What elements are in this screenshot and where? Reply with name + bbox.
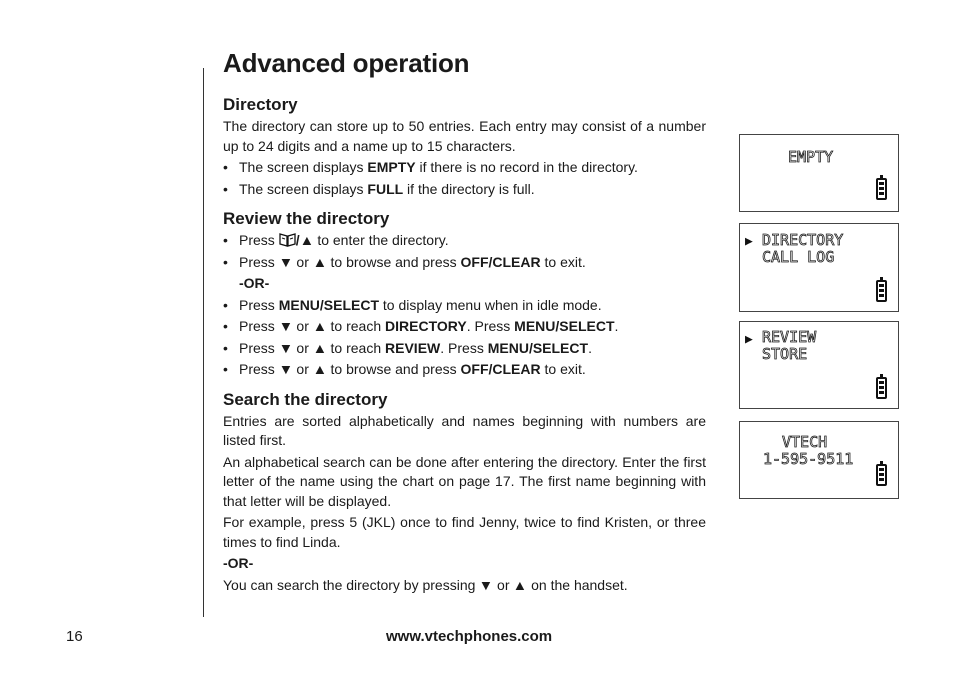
search-paragraph-2: An alphabetical search can be done after entering the directory. Enter the first letter of the name using the chart on page 17. The first name beginning with that letter will be displayed.: [223, 453, 706, 509]
text: or: [292, 339, 313, 356]
page-title: Advanced operation: [223, 48, 470, 78]
text-bold: FULL: [367, 180, 404, 197]
text: to display menu when in idle mode.: [379, 296, 602, 313]
search-paragraph-1: Entries are sorted alphabetically and names beginning with numbers are listed first.: [223, 412, 706, 448]
review-section: [223, 209, 706, 380]
text: to reach: [326, 339, 386, 356]
battery-icon: [876, 280, 887, 302]
pointer-icon: ▶: [745, 234, 753, 249]
bullet: •: [223, 253, 228, 270]
lcd-screen-entry: [739, 421, 899, 499]
down-arrow-icon: ▼: [278, 361, 293, 377]
bullet: •: [223, 159, 228, 175]
up-arrow-icon: ▲: [312, 339, 327, 356]
bullet: •: [223, 232, 228, 248]
bullet: •: [223, 180, 228, 197]
bullet: •: [223, 318, 228, 334]
text: . Press: [466, 318, 515, 334]
text: The screen displays: [239, 159, 368, 175]
lcd-line-1: EMPTY: [788, 148, 834, 166]
search-paragraph-3: For example, press 5 (JKL) once to find Jenny, twice to find Kristen, or three times to find Linda.: [223, 514, 706, 550]
text-bold: MENU/SELECT: [487, 339, 589, 356]
battery-icon: [876, 178, 887, 200]
directory-bullets: [223, 158, 706, 199]
text: or: [292, 253, 313, 270]
or-label: -OR-: [223, 555, 254, 571]
lcd-line-1: REVIEW: [762, 328, 817, 346]
text: or: [493, 576, 514, 593]
or-line: [223, 274, 706, 294]
text: Press: [239, 361, 279, 377]
lcd-screen-empty: [739, 134, 899, 212]
text: on the handset.: [527, 576, 628, 593]
directory-intro: The directory can store up to 50 entries. Each entry may consist of a number up to 24 digits and a name up to 15 characters.: [223, 118, 706, 154]
text: You can search the directory by pressing: [223, 576, 480, 593]
review-bullets: [223, 231, 706, 380]
up-arrow-icon: ▲: [312, 361, 327, 377]
battery-icon: [876, 464, 887, 486]
text: . Press: [440, 339, 488, 356]
text-bold: DIRECTORY: [385, 318, 467, 334]
search-section: [223, 390, 706, 596]
pointer-icon: ▶: [745, 332, 753, 347]
text: Press: [239, 318, 279, 334]
bullet: •: [223, 339, 228, 356]
search-heading: Search the directory: [223, 389, 388, 409]
text: if the directory is full.: [403, 180, 535, 197]
page-number: 16: [66, 628, 83, 645]
text-bold: REVIEW: [385, 339, 441, 356]
website-link[interactable]: www.vtechphones.com: [386, 628, 553, 645]
text: to reach: [326, 318, 386, 334]
down-arrow-icon: ▼: [278, 318, 293, 334]
text-bold: MENU/SELECT: [278, 296, 380, 313]
text-bold: MENU/SELECT: [514, 318, 615, 334]
text: to enter the directory.: [313, 232, 449, 248]
lcd-line-2: CALL LOG: [762, 248, 835, 266]
down-arrow-icon: ▼: [278, 339, 293, 356]
bullet: •: [223, 296, 228, 313]
directory-book-icon: [279, 232, 296, 247]
battery-icon: [876, 377, 887, 399]
lcd-screen-directory-menu: [739, 223, 899, 312]
up-arrow-icon: ▲: [312, 253, 327, 270]
text-bold: EMPTY: [367, 159, 416, 175]
lcd-line-1: DIRECTORY: [762, 231, 844, 249]
text: The screen displays: [239, 180, 368, 197]
directory-heading: Directory: [223, 95, 298, 114]
list-item: [223, 253, 706, 273]
slash: /: [295, 232, 300, 248]
vertical-rule: [203, 68, 204, 617]
text: Press: [239, 296, 279, 313]
text-bold: OFF/CLEAR: [460, 361, 541, 377]
text: or: [292, 318, 313, 334]
text: to browse and press: [326, 361, 461, 377]
list-item: [223, 317, 706, 337]
lcd-screen-review-menu: [739, 321, 899, 409]
search-paragraph-4: [223, 576, 706, 596]
text: or: [292, 361, 313, 377]
text: to exit.: [540, 253, 586, 270]
text: to exit.: [540, 361, 586, 377]
main-content: [223, 48, 706, 597]
down-arrow-icon: ▼: [278, 253, 293, 270]
or-label: -OR-: [239, 275, 270, 291]
text: Press: [239, 253, 279, 270]
list-item: [223, 339, 706, 359]
up-arrow-icon: ▲: [312, 318, 327, 334]
text: Press: [239, 232, 279, 248]
text: .: [588, 339, 592, 356]
text: .: [614, 318, 619, 334]
text-bold: OFF/CLEAR: [460, 253, 541, 270]
list-item: [223, 158, 706, 178]
review-heading: Review the directory: [223, 209, 390, 228]
bullet: •: [223, 361, 228, 377]
list-item: [223, 180, 706, 200]
up-arrow-icon: ▲: [513, 576, 528, 593]
list-item: [223, 231, 706, 251]
text: to browse and press: [326, 253, 461, 270]
lcd-line-2: 1-595-9511: [763, 450, 854, 468]
up-arrow-icon: ▲: [299, 232, 314, 248]
lcd-line-2: STORE: [762, 345, 808, 363]
directory-section: [223, 95, 706, 199]
list-item: [223, 360, 706, 380]
text: Press: [239, 339, 279, 356]
list-item: [223, 296, 706, 316]
down-arrow-icon: ▼: [478, 576, 494, 593]
text: if there is no record in the directory.: [415, 159, 638, 175]
lcd-line-1: VTECH: [782, 433, 828, 451]
